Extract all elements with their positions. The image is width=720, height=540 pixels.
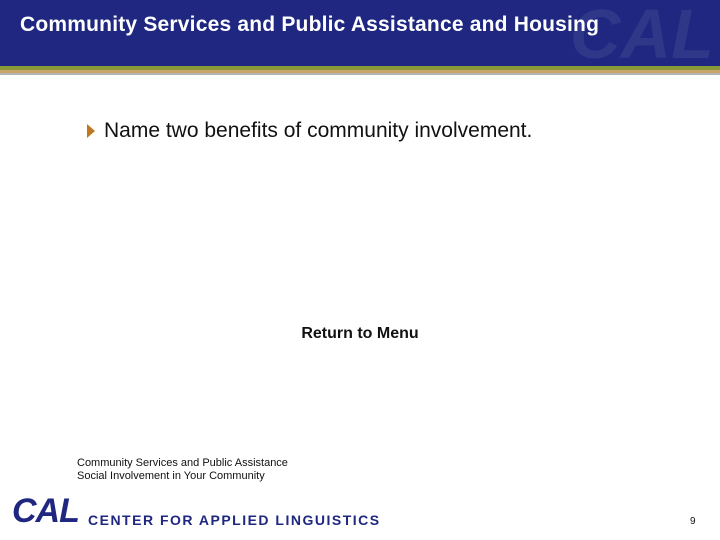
footer-line-2: Social Involvement in Your Community [77,470,265,482]
header-stripe-gray [0,73,720,75]
triangle-right-icon [84,122,98,140]
cal-logo-mark: CAL [12,492,79,530]
cal-logo-text: CENTER FOR APPLIED LINGUISTICS [88,512,381,528]
slide-header [0,0,720,66]
footer-caption [77,457,288,483]
bullet-text: Name two benefits of community involvement. [104,119,533,142]
svg-text:CAL: CAL [570,0,714,66]
slide-title: Community Services and Public Assistance and Housing [20,13,600,36]
footer-line-1: Community Services and Public Assistance [77,457,288,469]
return-to-menu-link[interactable]: Return to Menu [301,325,419,342]
page-number: 9 [690,516,696,527]
cal-logo [10,492,410,532]
bullet-item [84,119,532,143]
